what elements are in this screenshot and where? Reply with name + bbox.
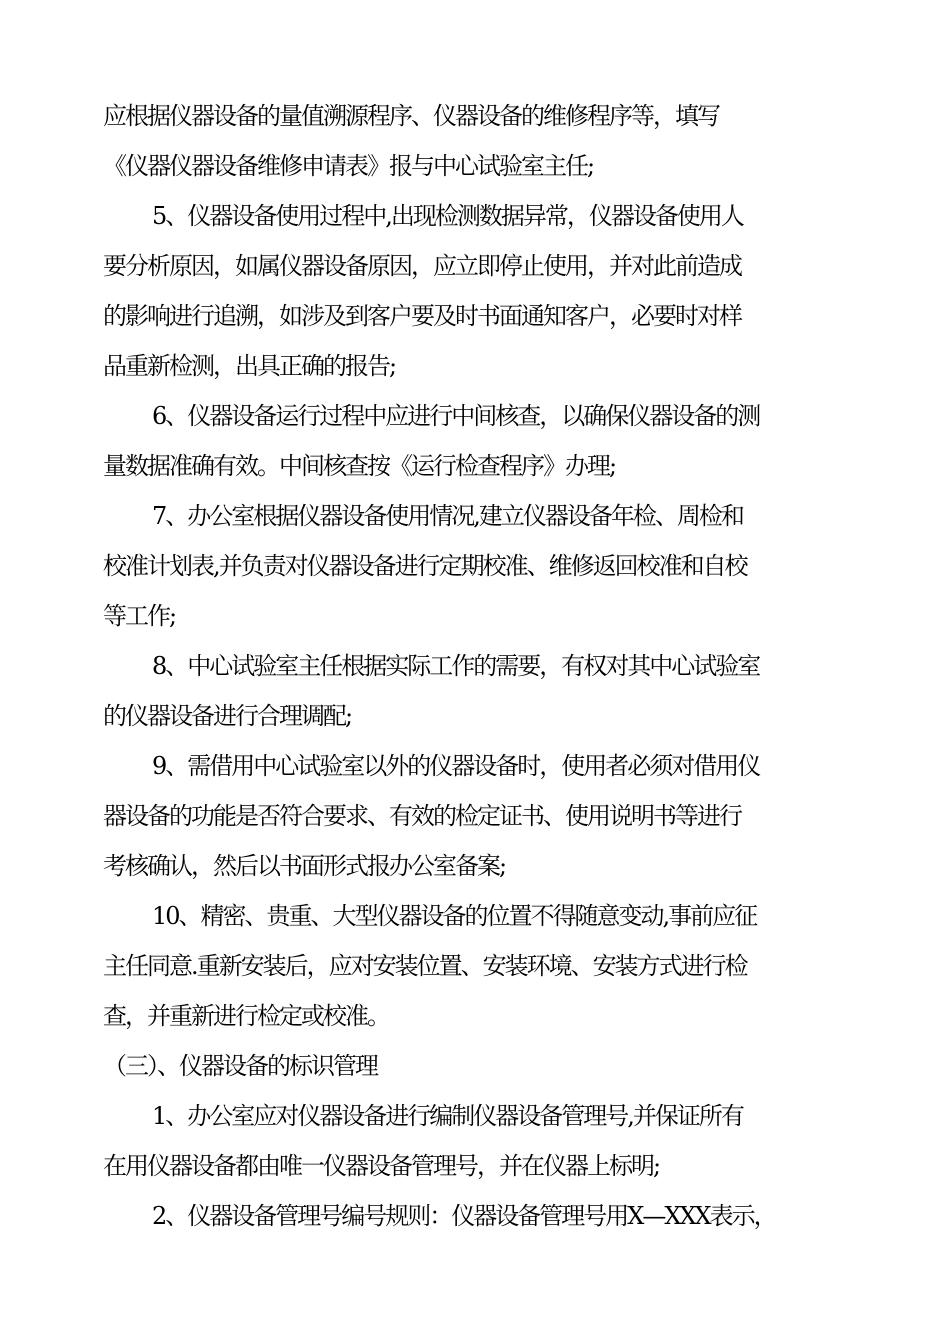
text-line: 应根据仪器设备的量值溯源程序、仪器设备的维修程序等，填写 bbox=[103, 102, 719, 130]
text-line: 的影响进行追溯，如涉及到客户要及时书面通知客户，必要时对样 bbox=[103, 302, 741, 330]
text-line: 量数据准确有效。中间核查按《运行检查程序》办理; bbox=[103, 452, 616, 480]
text-line: 的仪器设备进行合理调配; bbox=[103, 702, 352, 730]
text-line: 10、精密、贵重、大型仪器设备的位置不得随意变动,事前应征 bbox=[152, 902, 757, 930]
text-line: 8、中心试验室主任根据实际工作的需要，有权对其中心试验室 bbox=[152, 652, 760, 680]
text-line: 2、仪器设备管理号编号规则：仪器设备管理号用X—XXX表示， bbox=[152, 1202, 776, 1230]
text-line: 校准计划表,并负责对仪器设备进行定期校准、维修返回校准和自校 bbox=[103, 552, 747, 580]
text-line: 考核确认，然后以书面形式报办公室备案; bbox=[103, 852, 506, 880]
text-line: 5、仪器设备使用过程中,出现检测数据异常，仪器设备使用人 bbox=[152, 202, 743, 230]
text-line: 品重新检测，出具正确的报告; bbox=[103, 352, 396, 380]
text-line: 等工作; bbox=[103, 602, 176, 630]
text-line: 主任同意.重新安装后，应对安装位置、安装环境、安装方式进行检 bbox=[103, 952, 747, 980]
text-line: 1、办公室应对仪器设备进行编制仪器设备管理号,并保证所有 bbox=[152, 1102, 743, 1130]
section-heading: （三）、仪器设备的标识管理 bbox=[103, 1052, 377, 1080]
text-line: 《仪器仪器设备维修申请表》报与中心试验室主任; bbox=[103, 152, 594, 180]
text-line: 在用仪器设备都由唯一仪器设备管理号，并在仪器上标明; bbox=[103, 1152, 660, 1180]
text-line: 6、仪器设备运行过程中应进行中间核查，以确保仪器设备的测 bbox=[152, 402, 760, 430]
text-line: 要分析原因，如属仪器设备原因，应立即停止使用，并对此前造成 bbox=[103, 252, 741, 280]
text-line: 9、需借用中心试验室以外的仪器设备时，使用者必须对借用仪 bbox=[152, 752, 760, 780]
text-line: 查，并重新进行检定或校准。 bbox=[103, 1002, 389, 1030]
text-line: 7、办公室根据仪器设备使用情况,建立仪器设备年检、周检和 bbox=[152, 502, 743, 530]
text-line: 器设备的功能是否符合要求、有效的检定证书、使用说明书等进行 bbox=[103, 802, 741, 830]
